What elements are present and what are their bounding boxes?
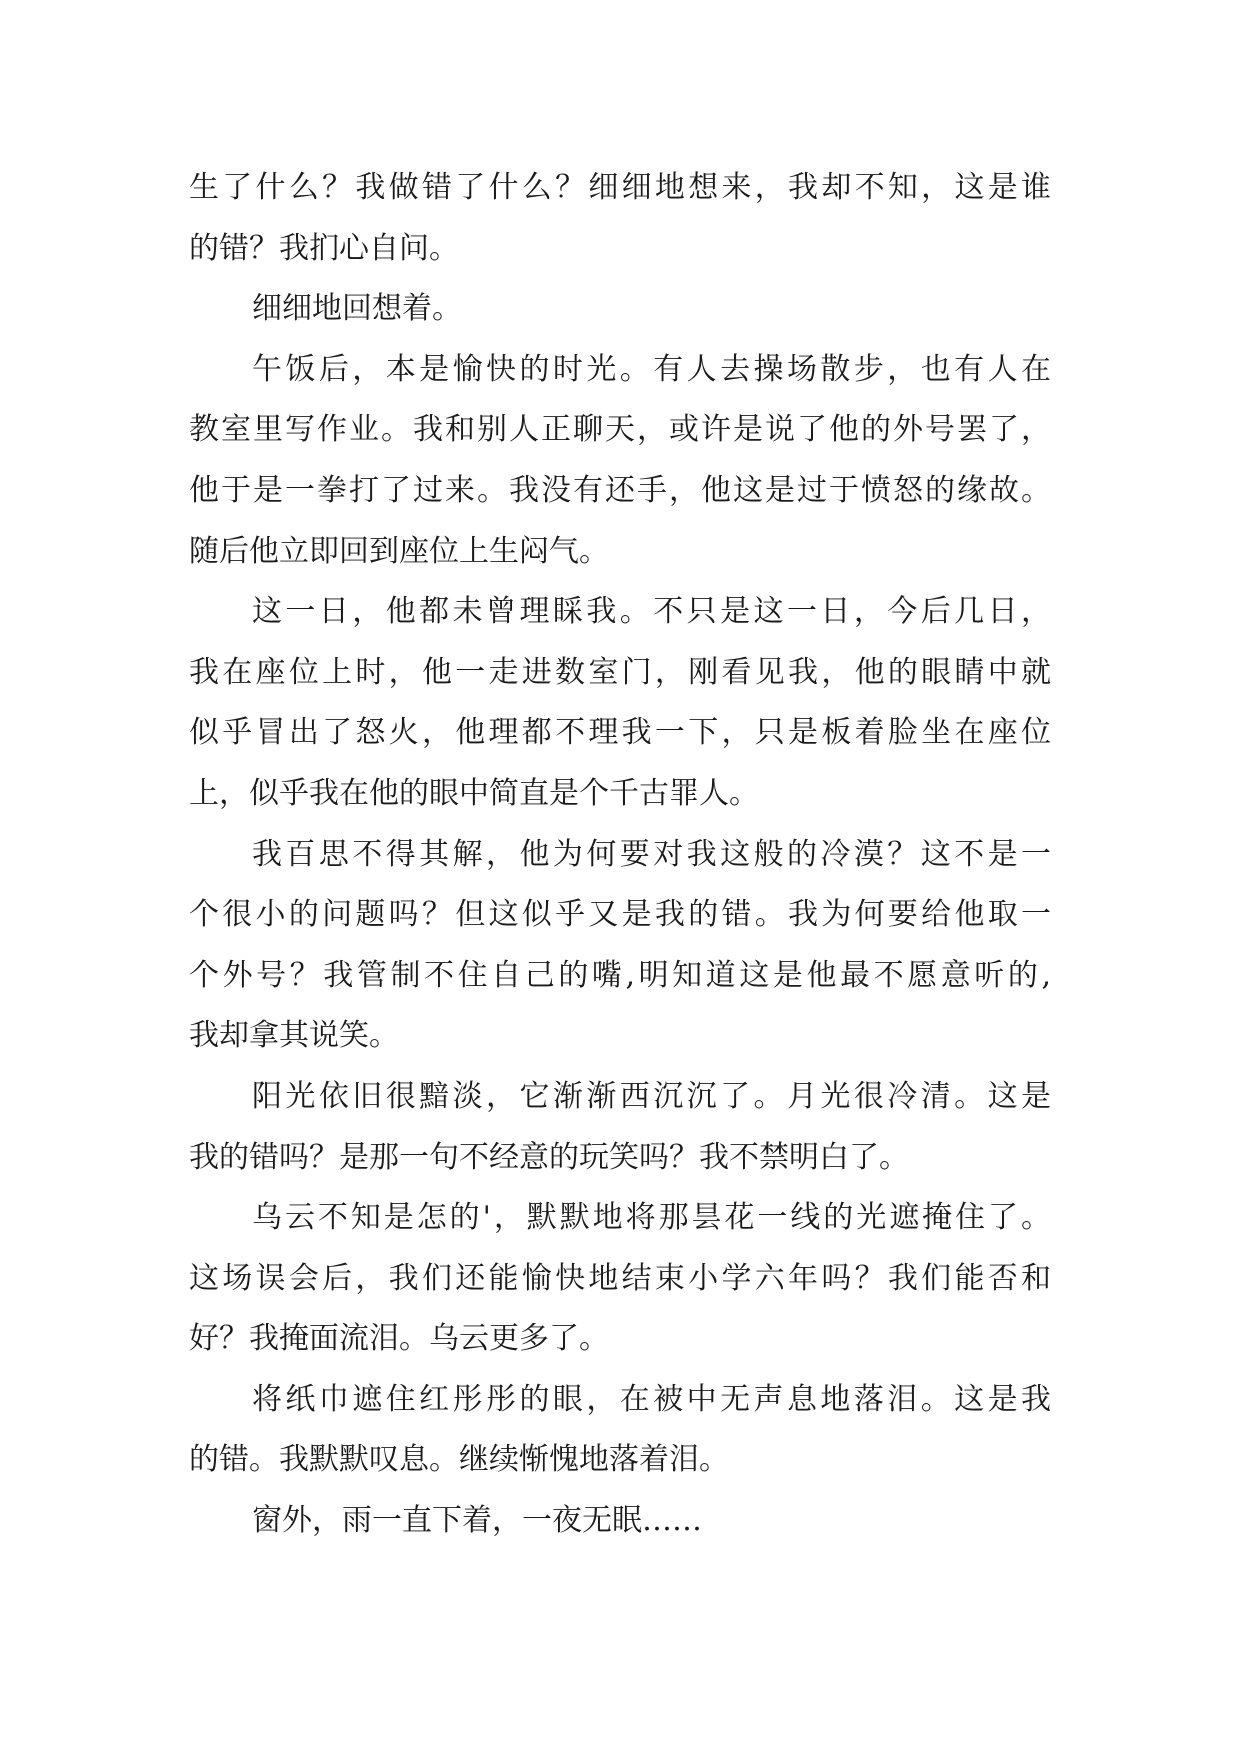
- text-line: 的错。我默默叹息。继续惭愧地落着泪。: [189, 1442, 729, 1478]
- paragraph: [189, 582, 1051, 824]
- paragraph: [189, 825, 1051, 1067]
- text-line: 好？我掩面流泪。乌云更多了。: [189, 1321, 609, 1357]
- text-line: 教室里写作业。我和别人正聊天，或许是说了他的外号罢了，: [189, 412, 1051, 448]
- text-line: 将纸巾遮住红彤彤的眼，在被中无声息地落泪。这是我: [252, 1381, 1051, 1417]
- text-line: 我的错吗？是那一句不经意的玩笑吗？我不禁明白了。: [189, 1139, 909, 1175]
- text-line: 我在座位上时，他一走进数室门，刚看见我，他的眼睛中就: [189, 654, 1051, 690]
- text-line: 阳光依旧很黯淡，它渐渐西沉沉了。月光很冷清。这是: [252, 1078, 1051, 1114]
- text-line: 我却拿其说笑。: [189, 1018, 399, 1054]
- paragraph: [189, 158, 1051, 279]
- document-body: [189, 158, 1051, 1552]
- text-line: 这场误会后，我们还能愉快地结束小学六年吗？我们能否和: [189, 1260, 1051, 1296]
- paragraph: [189, 279, 1051, 340]
- paragraph: [189, 1370, 1051, 1491]
- text-line: 上，似乎我在他的眼中简直是个千古罪人。: [189, 775, 759, 811]
- text-line: 个外号？我管制不住自己的嘴,明知道这是他最不愿意听的,: [189, 957, 1051, 993]
- text-line: 窗外，雨一直下着，一夜无眠……: [252, 1503, 702, 1539]
- text-line: 个很小的问题吗？但这似乎又是我的错。我为何要给他取一: [189, 897, 1051, 933]
- text-line: 生了什么？我做错了什么？细细地想来，我却不知，这是谁: [189, 170, 1051, 205]
- paragraph: [189, 1188, 1051, 1370]
- text-line: 的错？我扪心自问。: [189, 230, 459, 266]
- paragraph: [189, 340, 1051, 582]
- text-line: 细细地回想着。: [252, 291, 462, 327]
- text-line: 我百思不得其解，他为何要对我这般的冷漠？这不是一: [252, 836, 1051, 872]
- text-line: 乌云不知是怎的'，默默地将那昙花一线的光遮掩住了。: [252, 1200, 1051, 1236]
- paragraph: [189, 1067, 1051, 1188]
- text-line: 似乎冒出了怒火，他理都不理我一下，只是板着脸坐在座位: [189, 715, 1051, 751]
- text-line: 他于是一拳打了过来。我没有还手，他这是过于愤怒的缘故。: [189, 472, 1051, 508]
- text-line: 这一日，他都未曾理睬我。不只是这一日，今后几日，: [252, 594, 1051, 630]
- text-line: 随后他立即回到座位上生闷气。: [189, 533, 609, 569]
- text-line: 午饭后，本是愉快的时光。有人去操场散步，也有人在: [252, 351, 1051, 387]
- paragraph: [189, 1491, 1051, 1552]
